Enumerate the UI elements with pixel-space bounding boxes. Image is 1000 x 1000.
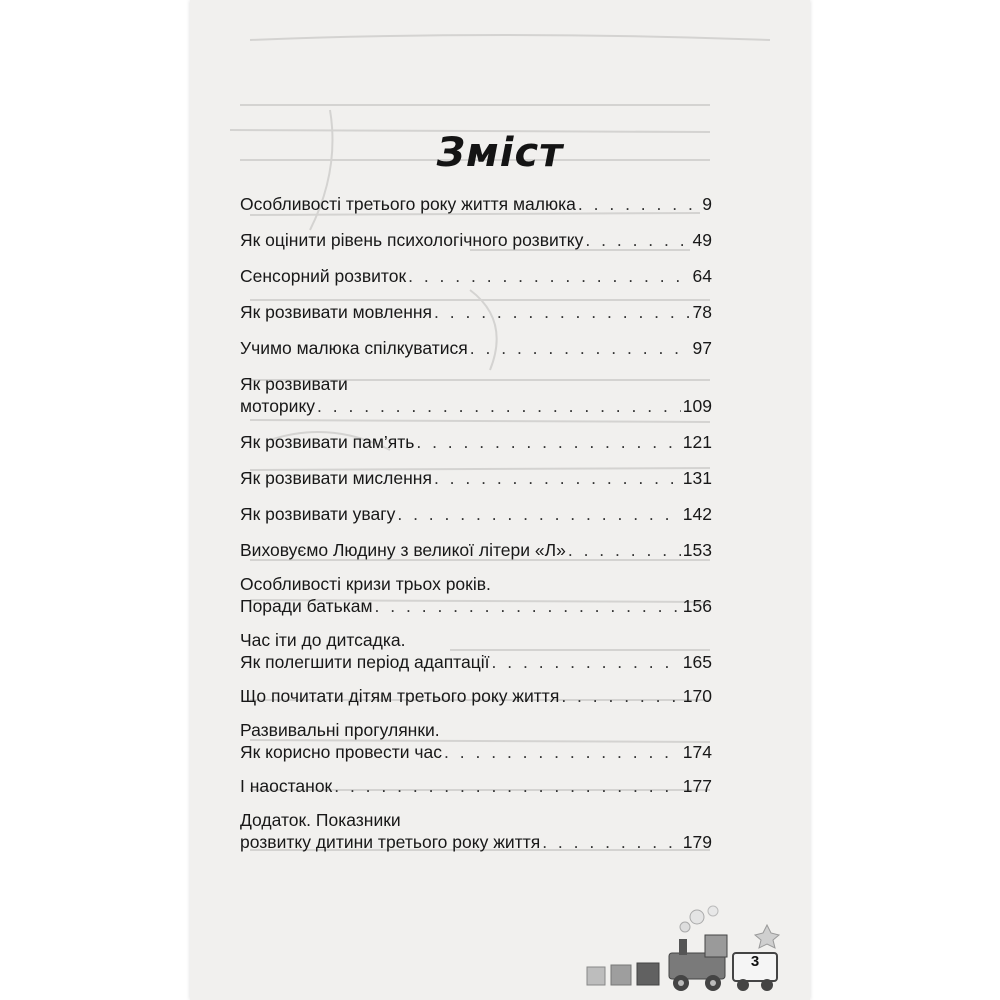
toc-entry[interactable] (240, 373, 712, 417)
toc-page-number: 142 (682, 504, 712, 524)
dot-leader (444, 741, 681, 763)
dot-leader (542, 831, 681, 853)
toc-entry-title: І наостанок (240, 776, 333, 796)
toc-page-number: 170 (682, 686, 712, 706)
toc-page-number: 156 (682, 596, 712, 616)
dot-leader (408, 265, 690, 287)
toc-entry[interactable] (240, 809, 712, 853)
locomotive-icon (669, 906, 727, 991)
toc-entry-title: Як розвивати увагу (240, 504, 396, 524)
toc-entry[interactable] (240, 719, 712, 763)
toc-entry[interactable] (240, 337, 712, 359)
page-number: 3 (750, 953, 760, 970)
toc-entry-title: Як розвивати пам’ять (240, 432, 415, 452)
toc-entry-title: Як полегшити період адаптації (240, 652, 490, 672)
toc-page-number: 174 (682, 742, 712, 762)
toc-page-number: 179 (682, 832, 712, 852)
toc-entry[interactable] (240, 265, 712, 287)
book-page (190, 0, 810, 1000)
toc-entry-title: Учимо малюка спілкуватися (240, 338, 468, 358)
toc-page-number: 64 (692, 266, 712, 286)
toc-entry-title: Особливості кризи трьох років. (240, 574, 491, 594)
toc-entry-title: Як розвивати (240, 374, 348, 394)
train-illustration (585, 905, 805, 995)
toc-page-number: 153 (682, 540, 712, 560)
toc-entry[interactable] (240, 229, 712, 251)
toc-entry-title: розвитку дитини третього року життя (240, 832, 541, 852)
toc-entry-title: Що почитати дітям третього року життя (240, 686, 560, 706)
toc-entry[interactable] (240, 431, 712, 453)
dot-leader (492, 651, 681, 673)
dot-leader (568, 539, 681, 561)
toc-entry-title: моторику (240, 396, 316, 416)
toc-page-number: 97 (692, 338, 712, 358)
toc-page-number: 9 (702, 194, 712, 214)
toy-cubes-icon (587, 963, 659, 985)
toc-entry[interactable] (240, 193, 712, 215)
toc-entry-title: Виховуємо Людину з великої літери «Л» (240, 540, 566, 560)
toc-page-number: 78 (692, 302, 712, 322)
toc-entry-title: Як корисно провести час (240, 742, 443, 762)
dot-leader (470, 337, 691, 359)
toc-entry-title: Як оцінити рівень психологічного розвитку (240, 230, 584, 250)
toc-page-number: 131 (682, 468, 712, 488)
toc-entry[interactable] (240, 685, 712, 707)
toc-entry-title: Як розвивати мислення (240, 468, 432, 488)
table-of-contents (240, 180, 712, 853)
toc-page-number: 177 (682, 776, 712, 796)
toc-entry-title: Сенсорний розвиток (240, 266, 407, 286)
dot-leader (561, 685, 680, 707)
toc-entry-title: Час іти до дитсадка. (240, 630, 406, 650)
dot-leader (434, 467, 681, 489)
toc-entry-title: Развивальні прогулянки. (240, 720, 440, 740)
toc-page-number: 121 (682, 432, 712, 452)
toc-entry[interactable] (240, 503, 712, 525)
toc-entry[interactable] (240, 539, 712, 561)
toc-entry[interactable] (240, 573, 712, 617)
dot-leader (397, 503, 680, 525)
dot-leader (334, 775, 681, 797)
dot-leader (578, 193, 700, 215)
toc-entry-title: Як розвивати мовлення (240, 302, 433, 322)
toc-entry-title: Додаток. Показники (240, 810, 401, 830)
toc-entry[interactable] (240, 629, 712, 673)
toc-entry[interactable] (240, 301, 712, 323)
page-title: Зміст (436, 130, 564, 176)
toc-page-number: 109 (682, 396, 712, 416)
dot-leader (375, 595, 681, 617)
dot-leader (416, 431, 680, 453)
dot-leader (434, 301, 691, 323)
toc-page-number: 165 (682, 652, 712, 672)
dot-leader (585, 229, 690, 251)
toc-entry-title: Особливості третього року життя малюка (240, 194, 576, 214)
toc-entry[interactable] (240, 467, 712, 489)
toc-page-number: 49 (692, 230, 712, 250)
dot-leader (317, 395, 681, 417)
toc-entry-title: Поради батькам (240, 596, 373, 616)
toc-entry[interactable] (240, 775, 712, 797)
